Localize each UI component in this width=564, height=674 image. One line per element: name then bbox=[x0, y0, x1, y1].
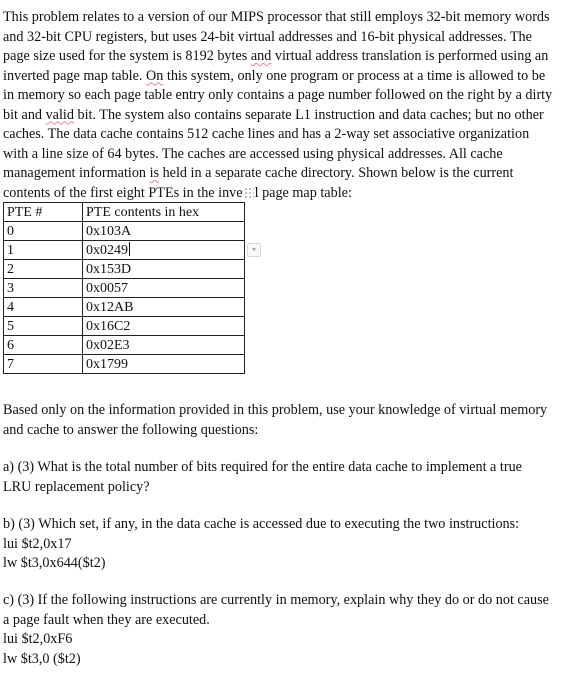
pte-contents-cell[interactable]: 0x0057 bbox=[83, 279, 245, 298]
pte-number-cell[interactable]: 1 bbox=[4, 241, 83, 260]
pte-contents-cell[interactable]: 0x12AB bbox=[83, 298, 245, 317]
pte-number-cell[interactable]: 6 bbox=[4, 336, 83, 355]
header-pte-number: PTE # bbox=[4, 203, 83, 222]
pte-contents-cell-active[interactable] bbox=[83, 241, 256, 260]
pte-number-cell[interactable]: 5 bbox=[4, 317, 83, 336]
table-row bbox=[4, 279, 245, 298]
instructions-line: and cache to answer the following questions: bbox=[3, 421, 259, 438]
question-a-line: a) (3) What is the total number of bits required for the entire data cache to implement a true bbox=[3, 459, 522, 475]
intro-last-before: contents of the first eight PTEs in the inve bbox=[3, 184, 243, 201]
pte-number-cell[interactable]: 3 bbox=[4, 279, 83, 298]
spellcheck-mark: and bbox=[250, 48, 272, 64]
table-header-row bbox=[4, 203, 245, 222]
table-row bbox=[4, 222, 245, 241]
spellcheck-mark: is bbox=[149, 165, 160, 181]
pte-contents-cell[interactable]: 0x1799 bbox=[83, 355, 245, 374]
question-a-line: LRU replacement policy? bbox=[3, 478, 150, 495]
pte-contents-text: 0x0249 bbox=[86, 242, 128, 258]
pte-number-cell[interactable]: 2 bbox=[4, 260, 83, 279]
intro-line: and 32-bit CPU registers, but uses 24-bit virtual addresses and 16-bit physical addresses. The bbox=[3, 28, 532, 45]
table-row bbox=[4, 317, 245, 336]
intro-line: inverted page map table. On this system, only one program or process at a time is allowed to be bbox=[3, 67, 546, 84]
question-b-line: b) (3) Which set, if any, in the data cache is accessed due to executing the two instructions: bbox=[3, 516, 520, 532]
spellcheck-mark: On bbox=[146, 67, 164, 84]
table-row bbox=[4, 336, 245, 355]
pte-contents-cell[interactable]: 0x103A bbox=[83, 222, 245, 241]
intro-line: This problem relates to a version of our MIPS processor that still employs 32-bit memory words bbox=[3, 9, 550, 25]
question-c-line: a page fault when they are executed. bbox=[3, 611, 210, 628]
question-c bbox=[3, 591, 559, 669]
intro-line: in memory so each page table entry only contains a page number followed on the right by a dirty bbox=[3, 87, 553, 103]
question-b-code: lui $t2,0x17 bbox=[3, 535, 72, 552]
table-row bbox=[4, 355, 245, 374]
header-pte-contents: PTE contents in hex bbox=[83, 203, 245, 222]
question-c-code: lui $t2,0xF6 bbox=[3, 631, 73, 647]
table-row bbox=[4, 298, 245, 317]
spellcheck-mark: valid bbox=[45, 106, 74, 123]
cell-dropdown-icon[interactable]: ▾ bbox=[247, 243, 261, 257]
pte-number-cell[interactable]: 4 bbox=[4, 298, 83, 317]
question-c-line: c) (3) If the following instructions are currently in memory, explain why they do or do not cause bbox=[3, 592, 549, 608]
question-c-code: lw $t3,0 ($t2) bbox=[3, 650, 81, 667]
intro-line: with a line size of 64 bytes. The caches are accessed using physical addresses. All cache bbox=[3, 145, 503, 162]
instructions-line: Based only on the information provided in this problem, use your knowledge of virtual memory bbox=[3, 402, 548, 418]
pte-number-cell[interactable]: 7 bbox=[4, 355, 83, 374]
pte-contents-cell[interactable]: 0x16C2 bbox=[83, 317, 245, 336]
intro-line: management information is held in a separate cache directory. Shown below is the current bbox=[3, 165, 514, 181]
text-cursor bbox=[129, 242, 130, 256]
problem-intro bbox=[3, 8, 559, 203]
question-b-code: lw $t3,0x644($t2) bbox=[3, 555, 106, 571]
table-row bbox=[4, 260, 245, 279]
instructions-paragraph bbox=[3, 401, 559, 440]
intro-line: bit and valid bit. The system also contains separate L1 instruction and data caches; but no other bbox=[3, 106, 544, 123]
pte-number-cell[interactable]: 0 bbox=[4, 222, 83, 241]
table-row bbox=[4, 241, 245, 260]
intro-line: page size used for the system is 8192 bytes and virtual address translation is performed using an bbox=[3, 48, 549, 64]
pte-contents-cell[interactable]: 0x02E3 bbox=[83, 336, 245, 355]
question-b bbox=[3, 515, 559, 574]
intro-line-last bbox=[3, 184, 559, 204]
intro-last-after: l page map table: bbox=[254, 184, 352, 201]
pte-contents-cell[interactable]: 0x153D bbox=[83, 260, 245, 279]
pte-table bbox=[3, 202, 256, 374]
drag-handle-icon[interactable] bbox=[244, 187, 254, 198]
question-a bbox=[3, 458, 559, 497]
intro-line: caches. The data cache contains 512 cache lines and has a 2-way set associative organization bbox=[3, 126, 530, 142]
